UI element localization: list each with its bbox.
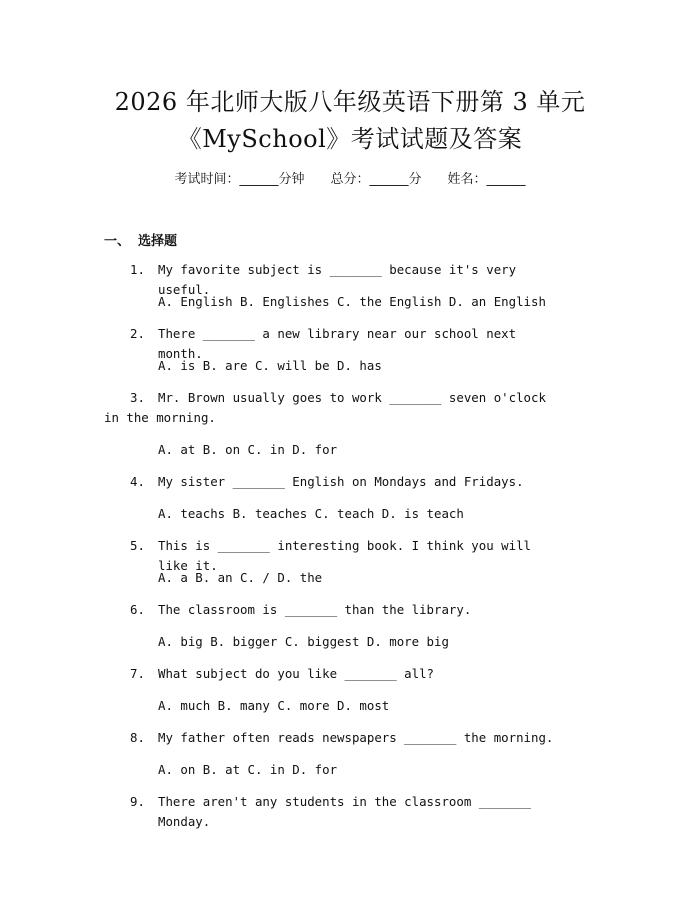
question-text: The classroom is _______ than the library. [158,602,472,617]
question-3-options: A. at B. on C. in D. for [158,442,338,457]
question-number: 2. [130,326,145,341]
question-number: 8. [130,730,145,745]
question-number: 6. [130,602,145,617]
exam-score-field: 总分：______分 [330,172,422,187]
question-text: What subject do you like _______ all? [158,666,435,681]
question-7-options: A. much B. many C. more D. most [158,698,390,713]
question-number: 1. [130,262,145,277]
exam-title-line-1: 2026 年北师大版八年级英语下册第 3 单元 [114,88,586,116]
question-number: 5. [130,538,145,553]
question-8-options: A. on B. at C. in D. for [158,762,338,777]
question-number: 7. [130,666,145,681]
section-title: 选择题 [138,234,178,249]
exam-title-line-2: 《MySchool》考试试题及答案 [177,125,523,153]
exam-time-field: 考试时间：______分钟 [174,172,305,187]
exam-info [0,168,700,187]
question-number: 9. [130,794,145,809]
section-number: 一、 [104,234,131,249]
question-text: There _______ a new library near our school next month. [158,326,517,361]
exam-name-field: 姓名：______ [447,172,526,187]
question-text: My favorite subject is _______ because it's very useful. [158,262,517,297]
question-text: This is _______ interesting book. I think you will like it. [158,538,531,573]
question-5-options: A. a B. an C. / D. the [158,570,323,585]
question-6-options: A. big B. bigger C. biggest D. more big [158,634,449,649]
question-text: My father often reads newspapers _______ the morning. [158,730,554,745]
question-text: There aren't any students in the classroom _______ Monday. [158,794,531,829]
question-1-options: A. English B. Englishes C. the English D. an English [158,294,546,309]
question-text: My sister _______ English on Mondays and Fridays. [158,474,524,489]
question-4-options: A. teachs B. teaches C. teach D. is teach [158,506,464,521]
question-2-options: A. is B. are C. will be D. has [158,358,382,373]
question-number: 3. [130,390,145,405]
question-number: 4. [130,474,145,489]
question-text: Mr. Brown usually goes to work _______ seven o'clock in the morning. [104,390,546,425]
section-heading [104,230,177,249]
